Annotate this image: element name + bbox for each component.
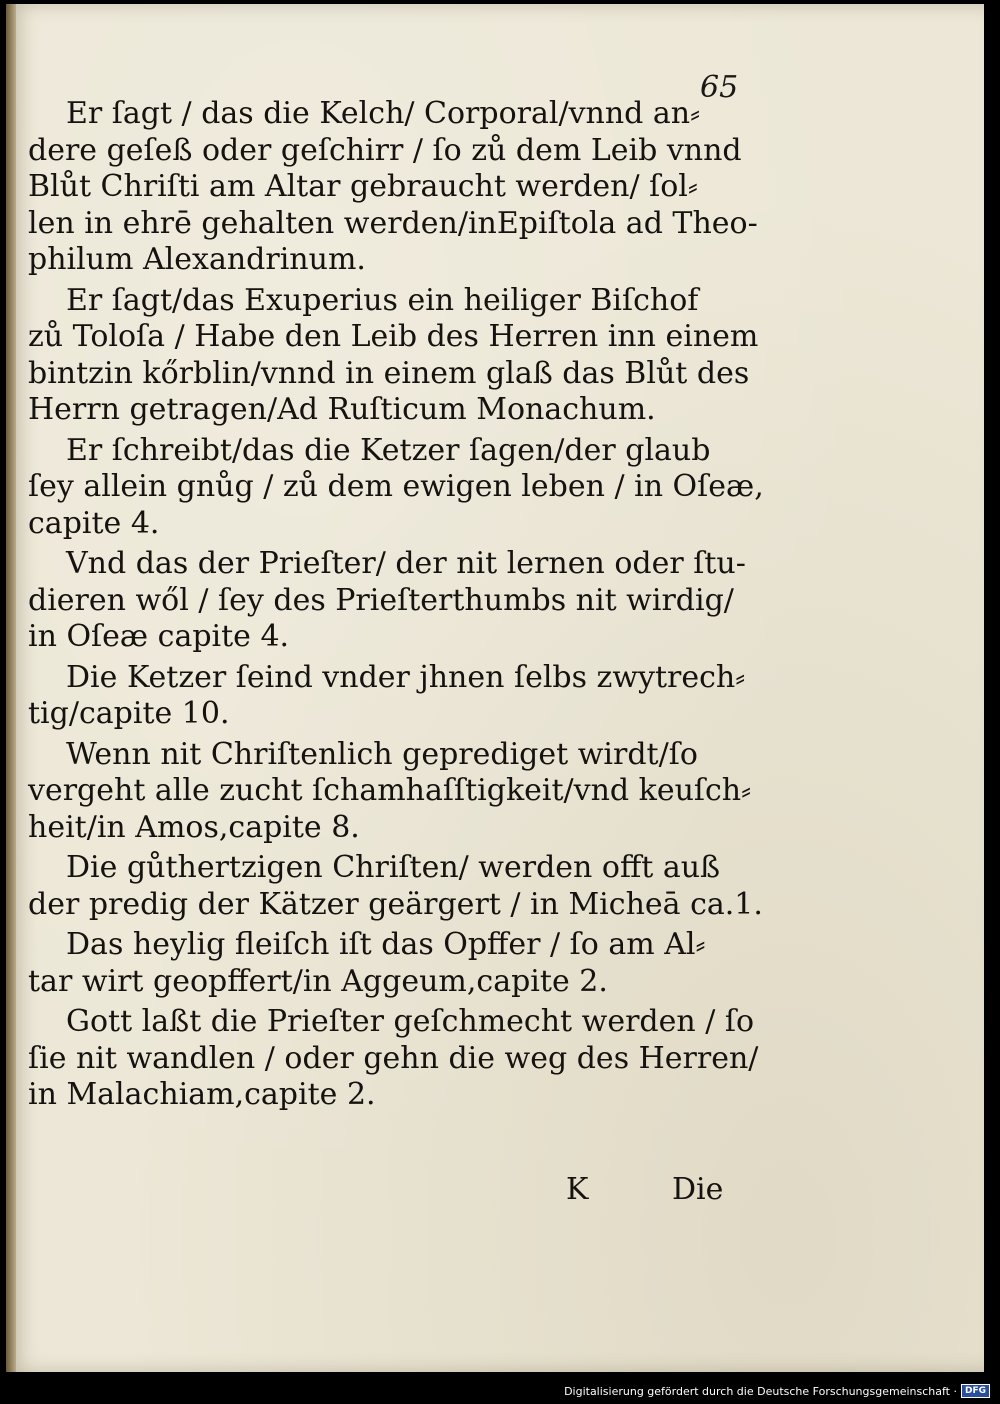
text-line: Das heylig fleiſch iſt das Opffer / ſo am Al⸗ [66,927,706,962]
text-line: Vnd das der Prieſter/ der nit lernen oder ſtu- [66,546,746,581]
text-line: Herrn getragen/Ad Ruſticum Monachum. [28,392,656,427]
body-text [28,96,764,1118]
paragraph [28,850,763,923]
paragraph [28,282,759,429]
text-line: Er ſagt / das die Kelch/ Corporal/vnnd an⸗ [66,96,701,131]
text-line: philum Alexandrinum. [28,242,366,277]
text-line: ſey allein gnůg / zů dem ewigen leben / in Oſeæ, [28,469,764,504]
text-line: Wenn nit Chriſtenlich geprediget wirdt/ſo [66,736,698,772]
dfg-logo: DFG [961,1384,990,1398]
text-line: dere geſeß oder geſchirr / ſo zů dem Leib vnnd [28,132,742,168]
paragraph [28,96,758,279]
text-line: Blůt Chriſti am Altar gebraucht werden/ ſol⸗ [28,169,698,204]
text-line: der predig der Kätzer geärgert / in Micheā ca.1. [28,886,763,922]
paragraph [28,736,752,847]
paragraph [28,660,748,733]
page-gutter [6,4,16,1372]
text-line: vergeht alle zucht ſchamhaſſtigkeit/vnd keuſch⸗ [28,773,752,808]
signature-mark: K [566,1172,589,1207]
text-line: in Oſeæ capite 4. [28,619,290,654]
text-line: bintzin kőrblin/vnnd in einem glaß das Blůt des [28,355,750,391]
folio-number: 65 [700,70,739,105]
text-line: dieren wől / ſey des Prieſterthumbs nit wirdig/ [28,582,734,618]
paragraph [28,1004,759,1114]
text-line: Die Ketzer ſeind vnder jhnen ſelbs zwytrech⸗ [66,659,746,695]
text-line: ſie nit wandlen / oder gehn die weg des Herren/ [28,1040,759,1076]
text-line: heit/in Amos,capite 8. [28,809,360,845]
catchword: Die [672,1172,724,1207]
credit-text: Digitalisierung gefördert durch die Deutsche Forschungsgemeinschaft · [564,1384,957,1398]
text-line: Gott laßt die Prieſter geſchmecht werden / ſo [66,1004,755,1039]
paragraph [28,927,748,1000]
text-line: Die gůthertzigen Chriſten/ werden offt auß [66,850,721,885]
text-line: Er ſagt/das Exuperius ein heiliger Biſchof [66,282,699,318]
digitization-credit [564,1382,990,1400]
text-line: zů Toloſa / Habe den Leib des Herren inn einem [28,319,759,354]
paragraph [28,432,764,543]
text-line: tar wirt geopffert/in Aggeum,capite 2. [28,963,608,999]
text-line: Er ſchreibt/das die Ketzer ſagen/der glaub [66,432,711,468]
text-line: capite 4. [28,505,160,541]
text-line: tig/capite 10. [28,696,230,731]
text-line: len in ehrē gehalten werden/inEpiſtola ad Theo- [28,205,758,241]
paragraph [28,546,748,656]
text-line: in Malachiam,capite 2. [28,1077,376,1112]
